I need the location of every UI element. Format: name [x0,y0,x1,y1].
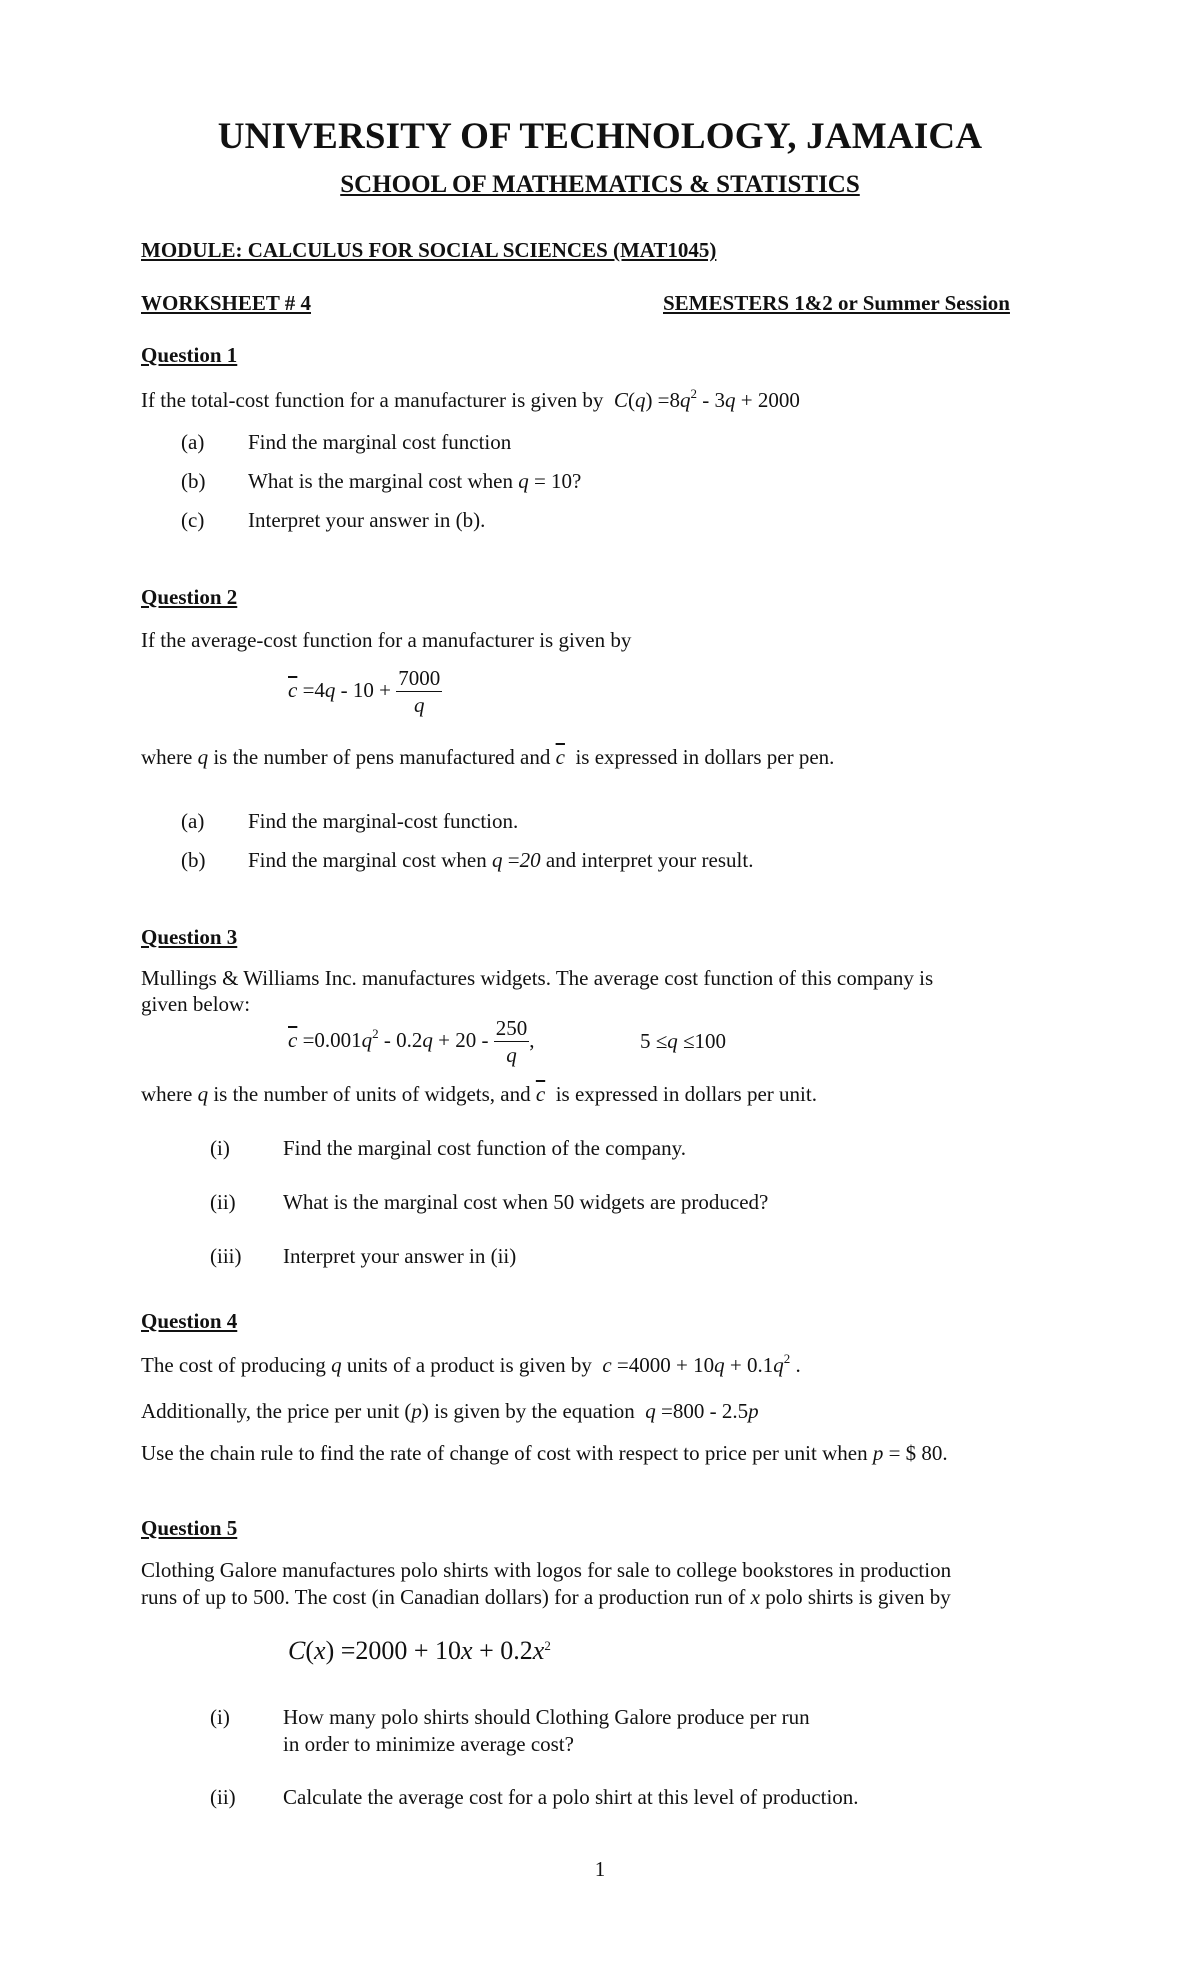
question-1-intro-text: If the total-cost function for a manufacturer is given by [141,388,604,412]
q5-line1: Clothing Galore manufactures polo shirts with logos for sale to college bookstores in production [141,1558,952,1582]
q4-line2-a: Additionally, the price per unit ( [141,1399,412,1423]
module-title: MODULE: CALCULUS FOR SOCIAL SCIENCES (MAT1045) [141,238,717,262]
q1-part-b-text: What is the marginal cost when q = 10? [248,469,582,493]
q3-part-i-text: Find the marginal cost function of the company. [283,1136,686,1160]
q5-part-i-text2: in order to minimize average cost? [283,1732,574,1756]
q3-where-line: where q is the number of units of widgets, and $\overline{c}$ is expressed in dollars per unit. [141,1082,817,1106]
q3-fraction-numerator: 250 [495,1016,528,1040]
question-1-heading: Question 1 [141,343,238,367]
q5-part-i-label: (i) [210,1705,230,1729]
q3-part-i-label: (i) [210,1136,230,1160]
q3-average-cost-formula: $\overline{c} =0.001q^2 - 0.2q + 20$ - $\frac{250}{q}$ , [288,1016,535,1067]
q5-line2: runs of up to 500. The cost (in Canadian dollars) for a production run of x polo shirts is given by [141,1585,951,1609]
q4-line3: Use the chain rule to find the rate of change of cost with respect to price per unit when p = $ 80. [141,1441,948,1465]
q2-part-a-text: Find the marginal-cost function. [248,809,519,833]
q3-part-iii-text: Interpret your answer in (ii) [283,1244,517,1268]
q2-fraction-numerator: 7000 [398,666,441,690]
question-4-heading: Question 4 [141,1309,238,1333]
q1-part-a-text: Find the marginal cost function [248,430,512,454]
semesters-label: SEMESTERS 1&2 or Summer Session [663,291,1010,315]
university-title: UNIVERSITY OF TECHNOLOGY, JAMAICA [217,116,983,157]
q5-part-ii-label: (ii) [210,1785,236,1809]
q1-part-a-label: (a) [181,430,205,454]
q2-where-a: where [141,745,193,769]
q4-price-equation: q =800 - 2.5p [645,1399,759,1423]
q3-fraction: $\frac{250}{q}$ [495,1016,528,1067]
q1-part-b-post: = 10? [533,469,582,493]
q1-part-c-text: Interpret your answer in (b). [248,508,486,532]
q4-cost-formula: $c =4000 + 10q + 0.1q^2$ . [602,1351,801,1377]
q1-cost-formula: $C(q) =8q^2 - 3q + 2000$ [613,386,800,412]
q3-part-ii-text: What is the marginal cost when 50 widgets are produced? [283,1190,769,1214]
question-1-intro [141,387,800,413]
q3-where-c: is expressed in dollars per unit. [555,1082,817,1106]
q3-where-b: is the number of units of widgets, and [213,1082,531,1106]
q2-where-c: is expressed in dollars per pen. [575,745,835,769]
question-2-heading: Question 2 [141,585,238,609]
question-2-intro: If the average-cost function for a manufacturer is given by [141,628,632,652]
q3-domain: 5 ≤q ≤100 [640,1029,727,1053]
q4-line1-a: The cost of producing [141,1353,326,1377]
q4-line3-b: = $ 80. [888,1441,948,1465]
q2-part-b-text: Find the marginal cost when q =20 and interpret your result. [248,848,754,872]
q2-part-a-label: (a) [181,809,205,833]
q2-average-cost-formula: $\overline{c} =4q - 10$ + $\frac{7000}{q}$ [288,666,441,717]
q2-part-b-label: (b) [181,848,206,872]
q5-part-ii-text: Calculate the average cost for a polo shirt at this level of production. [283,1785,859,1809]
q3-intro-line1: Mullings & Williams Inc. manufactures widgets. The average cost function of this company is [141,966,934,990]
school-title: SCHOOL OF MATHEMATICS & STATISTICS [340,171,860,198]
q2-part-b-pre: Find the marginal cost when [248,848,487,872]
q1-part-b-label: (b) [181,469,206,493]
q1-part-b-pre: What is the marginal cost when [248,469,513,493]
worksheet-number: WORKSHEET # 4 [141,291,311,315]
q2-where-line: where q is the number of pens manufactured and $\overline{c}$ is expressed in dollars per pen. [141,745,835,769]
q2-fraction: $\frac{7000}{q}$ [398,666,441,717]
q3-where-a: where [141,1082,193,1106]
q4-line2: Additionally, the price per unit (p) is given by the equation q =800 - 2.5p [141,1399,759,1423]
q5-part-i-text: How many polo shirts should Clothing Galore produce per run [283,1705,810,1729]
q3-intro-line2: given below: [141,992,251,1016]
q1-part-c-label: (c) [181,508,205,532]
page-number: 1 [594,1857,606,1881]
q4-line3-a: Use the chain rule to find the rate of change of cost with respect to price per unit when [141,1441,868,1465]
q3-part-ii-label: (ii) [210,1190,236,1214]
q5-line2-a: runs of up to 500. The cost (in Canadian dollars) for a production run of [141,1585,746,1609]
q2-part-b-post: and interpret your result. [545,848,754,872]
q4-line1-b: units of a product is given by [346,1353,592,1377]
q2-where-b: is the number of pens manufactured and [213,745,551,769]
question-3-heading: Question 3 [141,925,238,949]
q3-part-iii-label: (iii) [210,1244,242,1268]
q5-line2-b: polo shirts is given by [765,1585,951,1609]
q5-cost-formula: $C(x) =2000 + 10x + 0.2x^2$ [288,1636,551,1665]
q4-line1: The cost of producing q units of a product is given by $c =4000 + 10q + 0.1q^2$ . [141,1351,801,1377]
q4-line2-b: ) is given by the equation [421,1399,635,1423]
question-5-heading: Question 5 [141,1516,238,1540]
